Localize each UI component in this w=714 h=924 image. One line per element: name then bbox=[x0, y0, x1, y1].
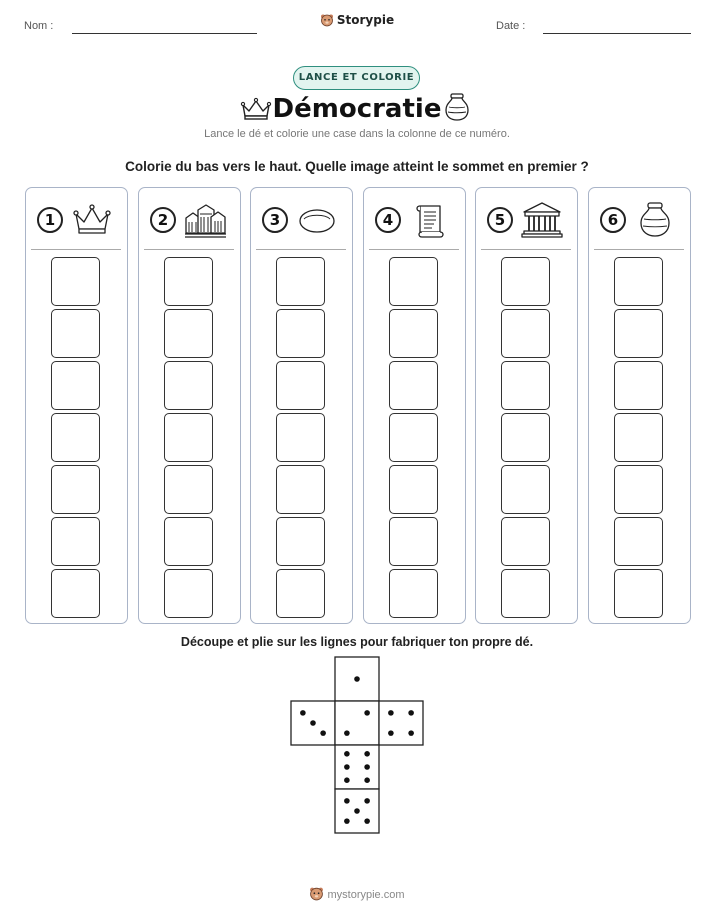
die-pip bbox=[320, 730, 326, 736]
die-pip bbox=[388, 710, 394, 716]
die-face-1 bbox=[335, 657, 379, 701]
footer-url: mystorypie.com bbox=[327, 889, 405, 901]
die-pip bbox=[300, 710, 306, 716]
die-caption: Découpe et plie sur les lignes pour fabriquer ton propre dé. bbox=[180, 635, 534, 649]
die-face-6 bbox=[335, 745, 379, 789]
bear-logo-icon bbox=[309, 886, 324, 901]
die-pip bbox=[364, 764, 370, 770]
die-pip bbox=[364, 751, 370, 757]
die-pip bbox=[364, 798, 370, 804]
column-number: 5 bbox=[487, 207, 513, 233]
die-pip bbox=[364, 818, 370, 824]
die-pip bbox=[344, 798, 350, 804]
page-title: Démocratie bbox=[272, 94, 442, 124]
name-label: Nom : bbox=[24, 20, 54, 32]
die-pip bbox=[408, 730, 414, 736]
brand-name: Storypie bbox=[336, 13, 395, 27]
die-pip bbox=[364, 710, 370, 716]
die-pip bbox=[344, 764, 350, 770]
column-number: 6 bbox=[600, 207, 626, 233]
die-pip bbox=[364, 777, 370, 783]
subtitle: Lance le dé et colorie une case dans la colonne de ce numéro. bbox=[204, 128, 510, 140]
die-pip bbox=[344, 777, 350, 783]
die-face-4 bbox=[379, 701, 423, 745]
activity-badge: LANCE ET COLORIE bbox=[293, 66, 420, 90]
die-pip bbox=[344, 730, 350, 736]
column-number: 2 bbox=[150, 207, 176, 233]
die-pip bbox=[344, 818, 350, 824]
die-pip bbox=[354, 808, 360, 814]
date-label: Date : bbox=[496, 20, 526, 32]
column-number: 4 bbox=[375, 207, 401, 233]
column-number: 1 bbox=[37, 207, 63, 233]
die-pip bbox=[354, 676, 360, 682]
die-pip bbox=[408, 710, 414, 716]
die-face-3 bbox=[291, 701, 335, 745]
instruction: Colorie du bas vers le haut. Quelle image atteint le sommet en premier ? bbox=[125, 159, 589, 174]
die-pip bbox=[310, 720, 316, 726]
die-pip bbox=[388, 730, 394, 736]
footer bbox=[0, 886, 714, 901]
die-face-2 bbox=[335, 701, 379, 745]
die-face-5 bbox=[335, 789, 379, 833]
die-pip bbox=[344, 751, 350, 757]
column-number: 3 bbox=[262, 207, 288, 233]
